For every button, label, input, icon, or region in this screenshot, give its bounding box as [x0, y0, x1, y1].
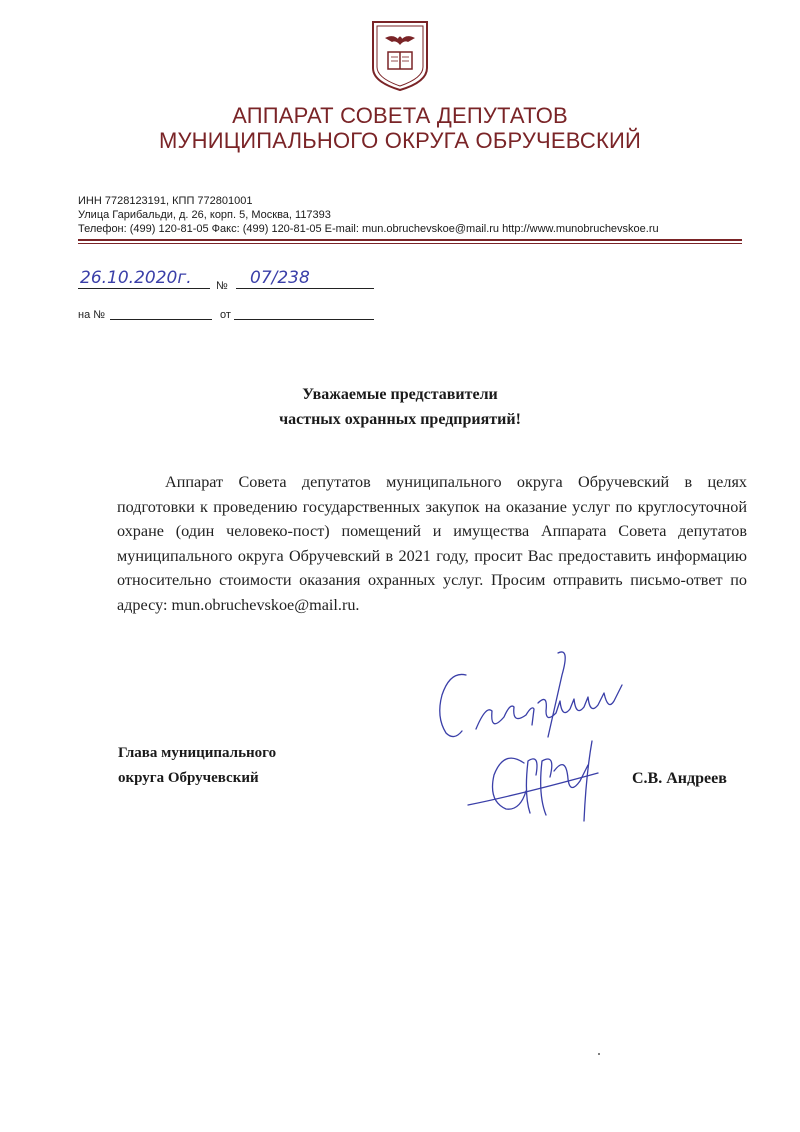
- reference-date-label: от: [220, 309, 231, 321]
- header-divider-thin: [78, 243, 742, 244]
- signatory-title-line2: округа Обручевский: [118, 770, 259, 786]
- letter-body: Аппарат Совета депутатов муниципального округа Обручевский в целях подготовки к проведению государственных закупок на оказание услуг по круглосуточной охране (один человеко-пост) помещений и имущества Аппарата Совета депутатов муниципального округа Обручевский в 2021 году, просит Вас предоставить информацию относительно стоимости оказания охранных услуг. Просим отправить письмо-ответ по адресу: mun.obruchevskoe@mail.ru.: [117, 473, 747, 614]
- date-underline: [78, 288, 210, 289]
- org-name-line2: МУНИЦИПАЛЬНОГО ОКРУГА ОБРУЧЕВСКИЙ: [158, 128, 642, 153]
- number-underline: [236, 288, 374, 289]
- reference-date-line: [234, 319, 374, 320]
- salutation-line1: Уважаемые представители: [302, 386, 498, 403]
- org-name-line1: АППАРАТ СОВЕТА ДЕПУТАТОВ: [232, 103, 568, 128]
- signatory-name: С.В. Андреев: [632, 770, 727, 787]
- signatory-title-line1: Глава муниципального: [118, 745, 277, 761]
- coat-of-arms-emblem: [367, 16, 433, 92]
- number-label: №: [216, 280, 228, 292]
- salutation-line2: частных охранных предприятий!: [279, 411, 521, 428]
- tax-ids: ИНН 7728123191, КПП 772801001: [78, 195, 253, 207]
- scan-speck: [598, 1053, 600, 1055]
- reference-number-line: [110, 319, 212, 320]
- handwritten-signature: [428, 645, 638, 855]
- address: Улица Гарибальди, д. 26, корп. 5, Москва, 117393: [78, 209, 331, 221]
- reference-number-label: на №: [78, 309, 106, 321]
- outgoing-number: 07/238: [250, 268, 310, 288]
- outgoing-date: 26.10.2020г.: [80, 268, 192, 288]
- contacts: Телефон: (499) 120-81-05 Факс: (499) 120-81-05 E-mail: mun.obruchevskoe@mail.ru http://www.munobruchevskoe.ru: [78, 223, 659, 235]
- header-divider: [78, 239, 742, 241]
